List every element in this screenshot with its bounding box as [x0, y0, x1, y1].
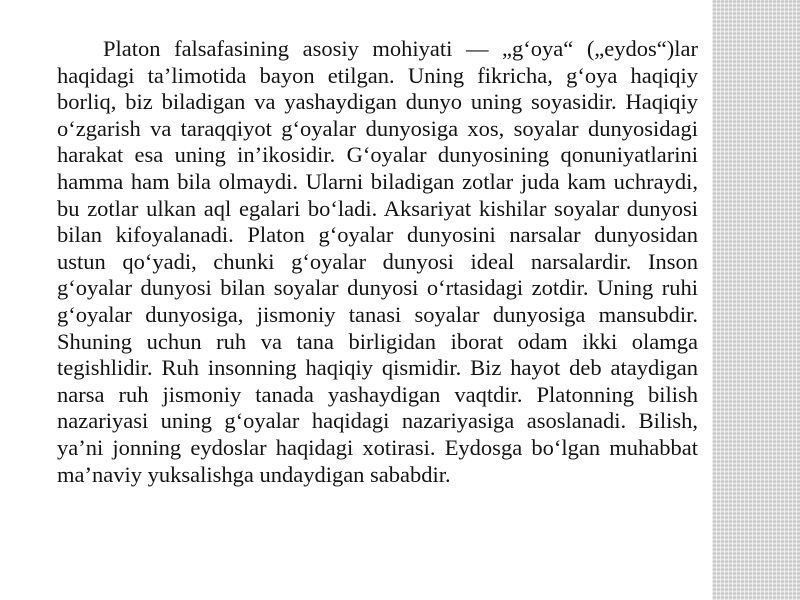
- decorative-side-panel: [712, 0, 800, 600]
- body-paragraph: Platon falsafasining asosiy mohiyati — „g‘oya“ („eydos“)lar haqidagi ta’limotida bayon etilgan. Uning fikricha, g‘oya haqiqiy borliq, biz biladigan va yashaydigan dunyo uning soyasidir. Haqiqiy o‘zgarish va taraqqiyot g‘oyalar dunyosiga xos, soyalar dunyosidagi harakat esa uning in’ikosidir. G‘oyalar dunyosining qonuniyatlarini hamma ham bila olmaydi. Ularni biladigan zotlar juda kam uchraydi, bu zotlar ulkan aql egalari bo‘ladi. Aksariyat kishilar soyalar dunyosi bilan kifoyalanadi. Platon g‘oyalar dunyosini narsalar dunyosidan ustun qo‘yadi, chunki g‘oyalar dunyosi ideal narsalardir. Inson g‘oyalar dunyosi bilan soyalar dunyosi o‘rtasidagi zotdir. Uning ruhi g‘oyalar dunyosiga, jismoniy tanasi soyalar dunyosiga mansubdir. Shuning uchun ruh va tana birligidan iborat odam ikki olamga tegishlidir. Ruh insonning haqiqiy qismidir. Biz hayot deb ataydigan narsa ruh jismoniy tanada yashaydigan vaqtdir. Platonning bilish nazariyasi uning g‘oyalar haqidagi nazariyasiga asoslanadi. Bilish, ya’ni jonning eydoslar haqidagi xotirasi. Eydosga bo‘lgan muhabbat ma’naviy yuksalishga undaydigan sababdir.: [57, 36, 698, 487]
